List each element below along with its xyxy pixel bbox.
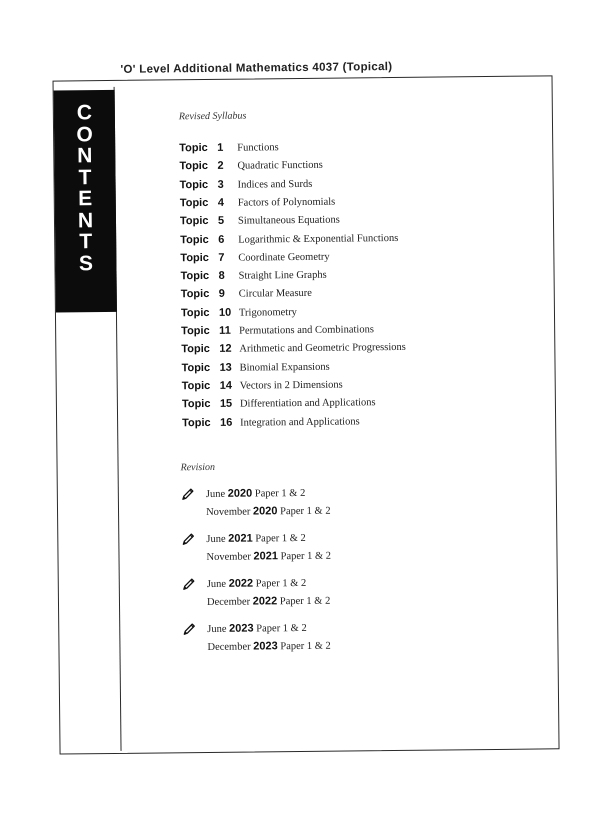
revision-line bbox=[207, 622, 307, 635]
topic-row bbox=[182, 396, 376, 414]
topic-label: Topic bbox=[179, 178, 209, 191]
revision-month: June bbox=[206, 578, 227, 590]
topic-label: Topic bbox=[180, 233, 209, 246]
topic-row bbox=[181, 360, 329, 378]
topic-label: Topic bbox=[180, 306, 210, 319]
page-header: 'O' Level Additional Mathematics 4037 (Topical) bbox=[120, 61, 393, 76]
topic-number: 12 bbox=[219, 343, 232, 356]
topic-row bbox=[181, 269, 327, 287]
topic-label: Topic bbox=[181, 361, 211, 374]
pencil-icon bbox=[181, 487, 195, 501]
revision-paper: Paper 1 & 2 bbox=[255, 532, 306, 545]
topic-row bbox=[182, 378, 343, 396]
side-tab-letter: E bbox=[78, 187, 93, 211]
topic-title: Vectors in 2 Dimensions bbox=[239, 379, 343, 392]
topic-number: 11 bbox=[219, 324, 231, 337]
revision-paper: Paper 1 & 2 bbox=[279, 595, 331, 608]
topic-title: Binomial Expansions bbox=[239, 361, 330, 374]
revision-heading: Revision bbox=[180, 461, 216, 474]
revision-line bbox=[206, 550, 331, 563]
topic-label: Topic bbox=[179, 141, 208, 155]
side-tab-letter: N bbox=[77, 144, 93, 168]
topic-number: 3 bbox=[217, 178, 224, 191]
topic-title: Differentiation and Applications bbox=[239, 397, 376, 410]
revision-paper: Paper 1 & 2 bbox=[280, 550, 332, 563]
topic-label: Topic bbox=[181, 343, 210, 356]
revision-line bbox=[206, 532, 306, 545]
topic-row bbox=[180, 196, 336, 214]
topic-number: 14 bbox=[219, 379, 233, 392]
topic-number: 6 bbox=[218, 233, 225, 246]
topic-title: Coordinate Geometry bbox=[238, 251, 330, 264]
topic-row bbox=[180, 177, 313, 194]
topic-label: Topic bbox=[179, 215, 209, 228]
topic-title: Simultaneous Equations bbox=[237, 214, 340, 227]
revision-paper: Paper 1 & 2 bbox=[280, 505, 331, 518]
pencil-icon bbox=[182, 577, 196, 591]
revision-year: 2022 bbox=[228, 577, 254, 590]
pencil-icon bbox=[182, 622, 196, 636]
side-tab-letter: S bbox=[78, 251, 94, 275]
topic-title: Trigonometry bbox=[238, 306, 297, 319]
side-tab-letter: O bbox=[76, 122, 93, 146]
side-tab-letter: C bbox=[76, 101, 93, 125]
revision-year: 2021 bbox=[228, 532, 253, 545]
topic-row bbox=[182, 415, 360, 433]
topic-row bbox=[180, 231, 398, 249]
topic-row bbox=[181, 323, 374, 341]
topic-number: 2 bbox=[217, 160, 224, 173]
syllabus-heading: Revised Syllabus bbox=[178, 110, 247, 123]
topic-row bbox=[179, 159, 323, 177]
revision-year: 2023 bbox=[229, 622, 254, 635]
pencil-icon bbox=[181, 532, 195, 546]
topic-title: Indices and Surds bbox=[237, 178, 313, 191]
revision-line bbox=[207, 577, 307, 590]
revision-paper: Paper 1 & 2 bbox=[255, 577, 307, 590]
topic-label: Topic bbox=[181, 379, 211, 393]
topic-title: Permutations and Combinations bbox=[239, 324, 374, 337]
side-tab-letter: T bbox=[78, 165, 92, 189]
topic-label: Topic bbox=[179, 160, 208, 173]
revision-line bbox=[207, 595, 330, 608]
topic-number: 9 bbox=[218, 288, 225, 301]
revision-line bbox=[206, 505, 331, 518]
topic-number: 4 bbox=[217, 196, 224, 209]
topic-number: 10 bbox=[218, 306, 232, 319]
revision-month: November bbox=[206, 551, 251, 563]
topic-title: Arithmetic and Geometric Progressions bbox=[239, 342, 406, 355]
topic-label: Topic bbox=[181, 398, 211, 411]
topic-title: Quadratic Functions bbox=[237, 160, 323, 172]
revision-paper: Paper 1 & 2 bbox=[280, 640, 331, 653]
revision-paper: Paper 1 & 2 bbox=[256, 622, 307, 635]
topic-title: Circular Measure bbox=[238, 288, 313, 301]
revision-month: December bbox=[206, 596, 251, 608]
topic-row bbox=[181, 287, 312, 304]
revision-line bbox=[206, 487, 306, 500]
topic-number: 13 bbox=[219, 361, 232, 374]
revision-year: 2023 bbox=[253, 640, 278, 653]
topic-number: 15 bbox=[219, 397, 233, 411]
topic-title: Integration and Applications bbox=[240, 415, 360, 429]
topic-number: 16 bbox=[220, 416, 233, 429]
topic-title: Straight Line Graphs bbox=[238, 269, 327, 282]
revision-line bbox=[207, 640, 330, 653]
topic-row bbox=[180, 214, 340, 232]
revision-year: 2022 bbox=[252, 595, 278, 608]
topic-number: 5 bbox=[217, 214, 225, 228]
topic-title: Factors of Polynomials bbox=[237, 196, 336, 209]
contents-side-tab bbox=[54, 90, 117, 313]
topic-number: 1 bbox=[217, 141, 224, 154]
side-tab-letter: T bbox=[79, 230, 93, 254]
topic-title: Logarithmic & Exponential Functions bbox=[238, 232, 399, 246]
revision-year: 2020 bbox=[252, 505, 278, 518]
topic-label: Topic bbox=[180, 251, 209, 265]
revision-month: December bbox=[207, 641, 251, 653]
side-tab-letter: N bbox=[77, 208, 94, 232]
revision-month: June bbox=[207, 623, 227, 635]
revision-year: 2021 bbox=[253, 550, 279, 563]
topic-row bbox=[181, 306, 297, 323]
topic-label: Topic bbox=[182, 416, 211, 429]
topic-number: 8 bbox=[218, 269, 225, 282]
topic-number: 7 bbox=[218, 251, 225, 264]
revision-year: 2020 bbox=[227, 487, 253, 500]
topic-label: Topic bbox=[179, 196, 209, 210]
revision-month: June bbox=[206, 533, 226, 545]
topic-row bbox=[181, 341, 406, 359]
topic-row bbox=[180, 250, 329, 268]
revision-paper: Paper 1 & 2 bbox=[254, 487, 306, 500]
topic-label: Topic bbox=[180, 288, 210, 301]
revision-month: June bbox=[205, 488, 226, 500]
topic-label: Topic bbox=[181, 324, 210, 338]
topic-label: Topic bbox=[180, 270, 210, 283]
revision-month: November bbox=[205, 506, 251, 518]
topic-title: Functions bbox=[237, 142, 279, 154]
topic-row bbox=[179, 141, 279, 158]
